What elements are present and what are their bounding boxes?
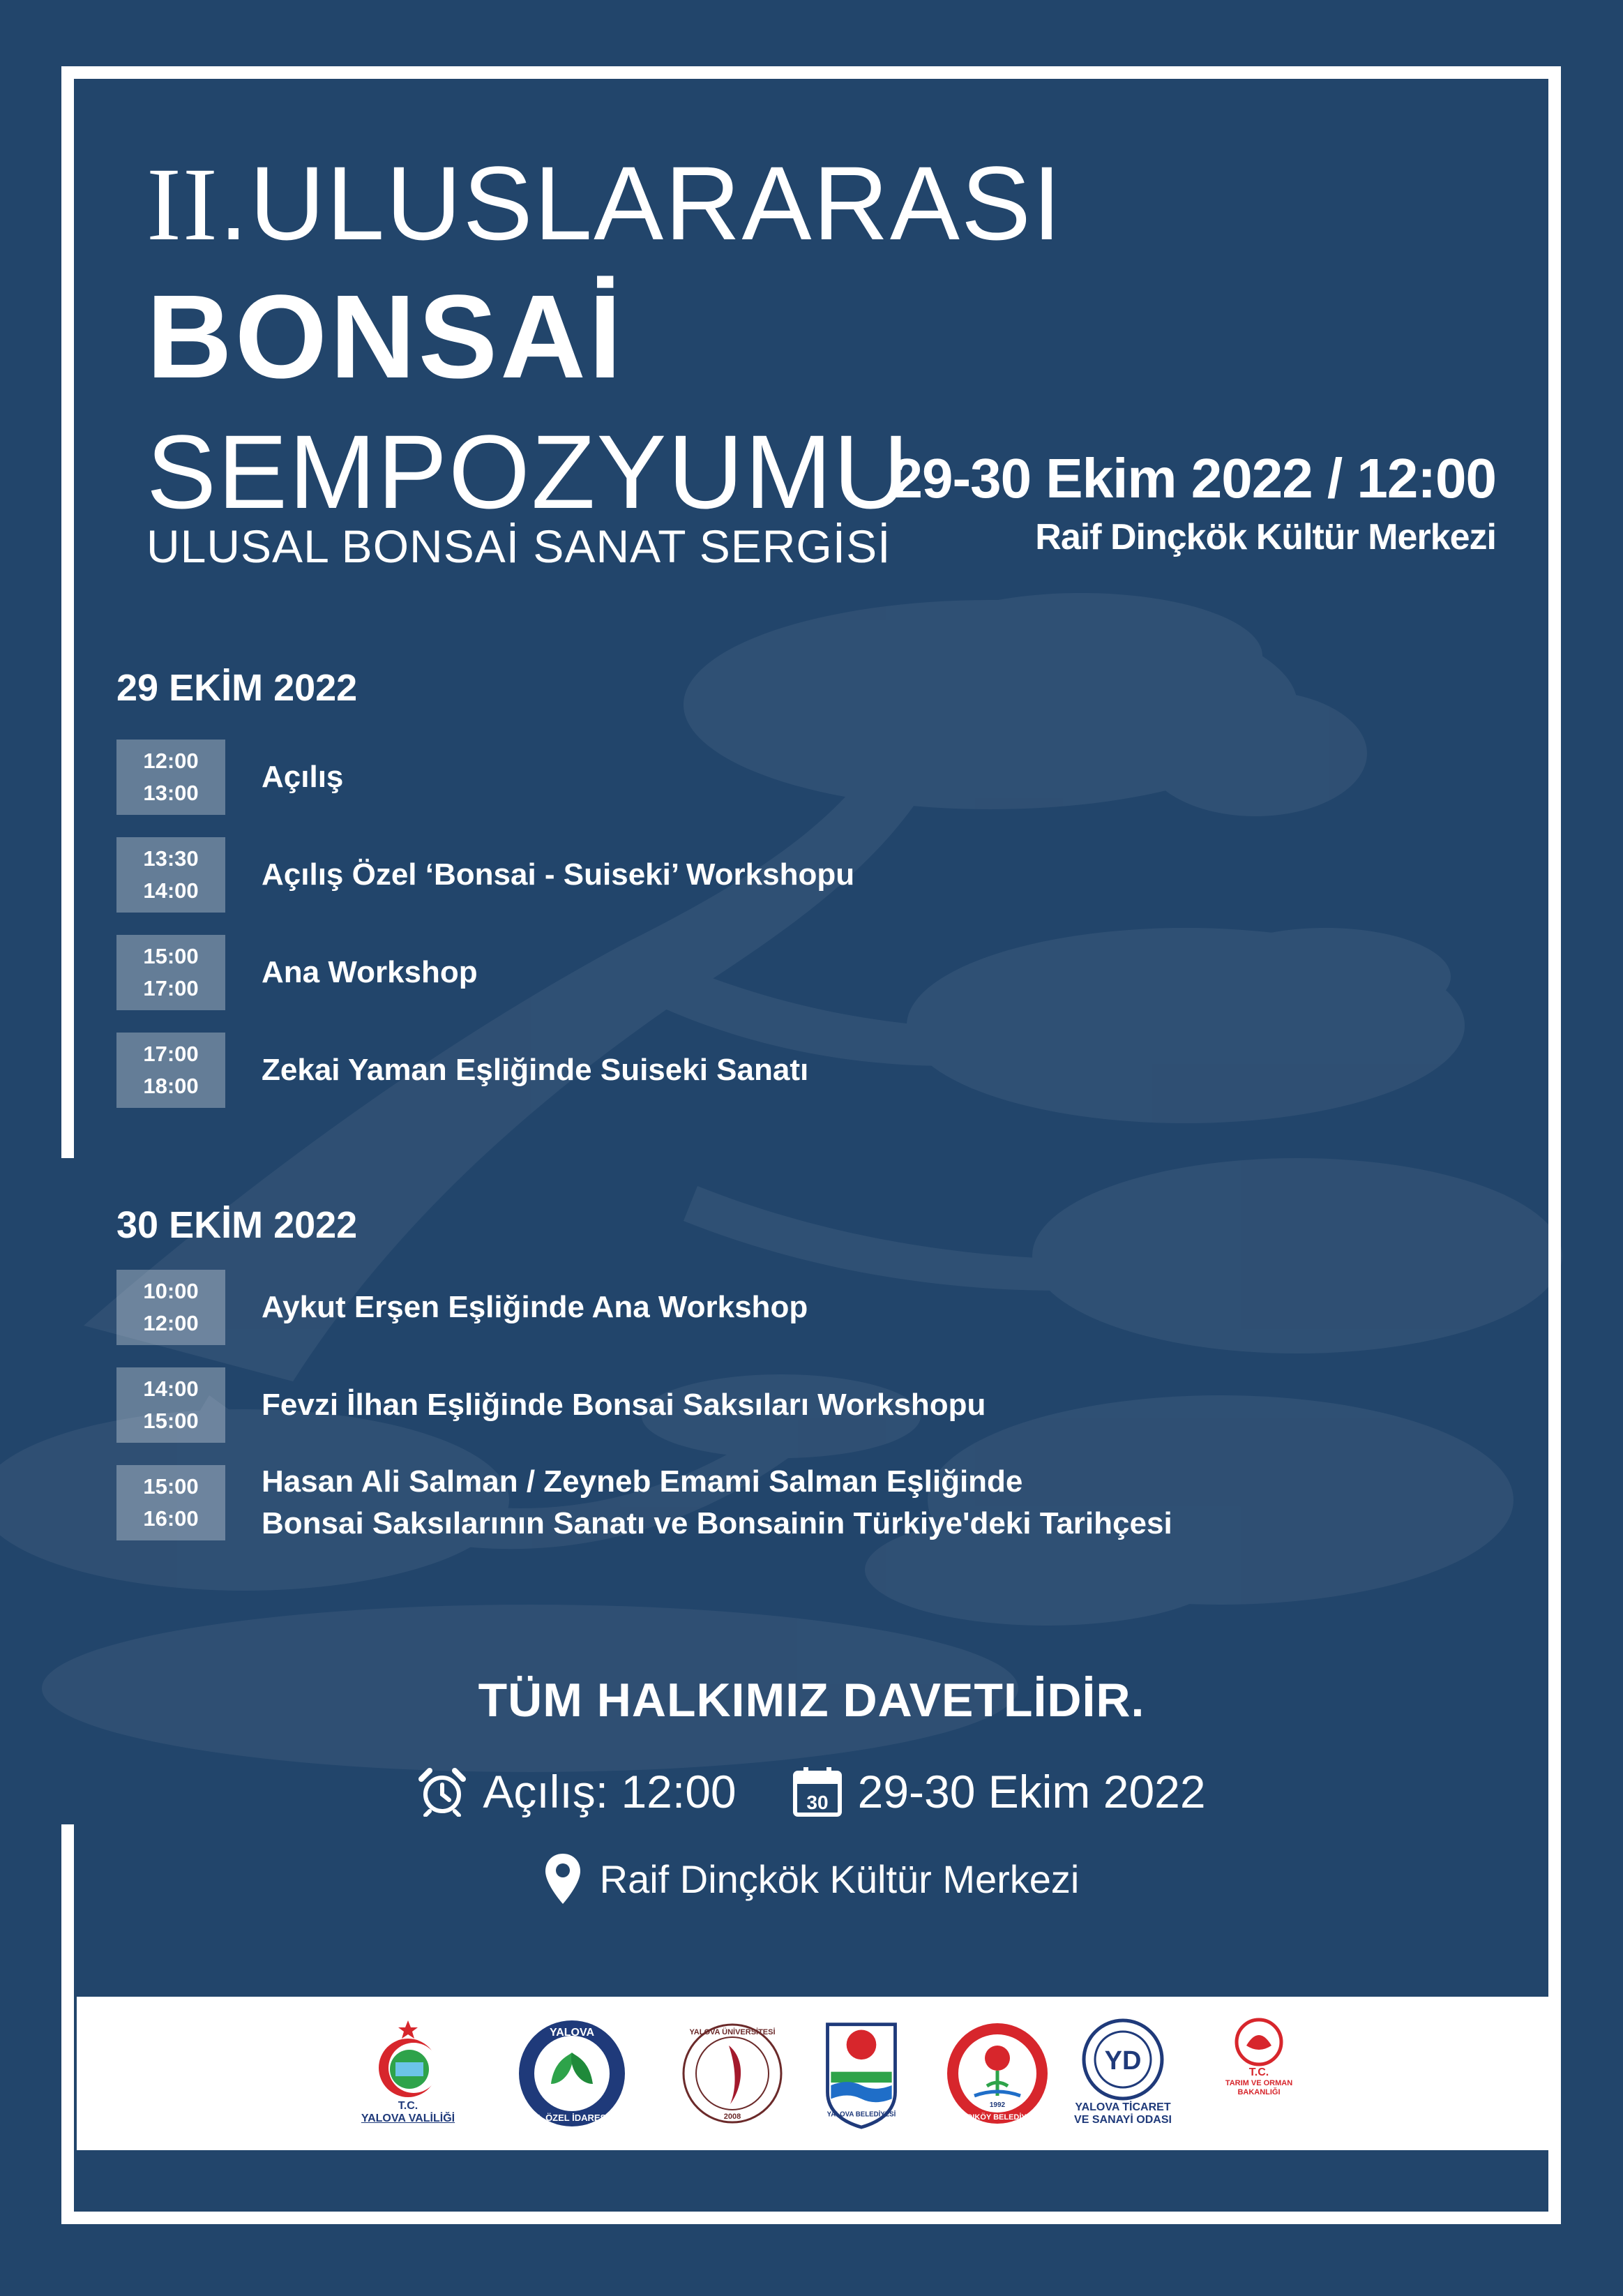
ministry-name: TARIM VE ORMAN BAKANLIĞI bbox=[1225, 2079, 1293, 2096]
frame-left-upper bbox=[61, 66, 74, 1158]
venue-text: Raif Dinçkök Kültür Merkezi bbox=[599, 1856, 1080, 1901]
schedule-item bbox=[116, 1465, 1232, 1540]
end-time: 13:00 bbox=[143, 781, 199, 805]
end-time: 15:00 bbox=[143, 1409, 199, 1433]
invitation-heading: TÜM HALKIMIZ DAVETLİDİR. bbox=[478, 1674, 1145, 1727]
time-box bbox=[116, 935, 225, 1010]
opening-time-text: Açılış: 12:00 bbox=[483, 1766, 737, 1817]
title-line-bonsai: BONSAİ bbox=[146, 271, 625, 403]
session-title: Zekai Yaman Eşliğinde Suiseki Sanatı bbox=[262, 1053, 809, 1087]
tso-mark-text: YD bbox=[1104, 2046, 1142, 2076]
logo-yalova-tso bbox=[1064, 2018, 1182, 2129]
ozel-idare-top-text: YALOVA bbox=[549, 2027, 595, 2039]
il-ozel-idaresi-seal-icon bbox=[516, 2018, 628, 2129]
logo-kadikoy-belediyesi bbox=[942, 2018, 1053, 2129]
session-title bbox=[262, 1465, 1172, 1540]
ozel-idare-bottom-text: İL ÖZEL İDARESİ bbox=[535, 2113, 609, 2123]
logo-tarim-bakanligi bbox=[1207, 2018, 1311, 2129]
alarm-clock-icon bbox=[417, 1766, 467, 1817]
day-heading-30-ekim: 30 EKİM 2022 bbox=[116, 1204, 358, 1246]
kadikoy-name-text: KADIKÖY BELEDİYESİ bbox=[956, 2113, 1039, 2122]
schedule-day-1 bbox=[116, 740, 1232, 1130]
title-line-sempozyumu: SEMPOZYUMU bbox=[146, 413, 911, 530]
day-heading-29-ekim: 29 EKİM 2022 bbox=[116, 667, 358, 709]
start-time: 13:30 bbox=[143, 846, 199, 871]
opening-date-row bbox=[0, 1765, 1623, 1818]
universite-name-text: YALOVA ÜNİVERSİTESİ bbox=[689, 2028, 776, 2036]
schedule-item bbox=[116, 740, 1232, 815]
schedule-item bbox=[116, 935, 1232, 1010]
title-line-uluslararasi bbox=[146, 143, 1063, 264]
location-pin-icon bbox=[544, 1852, 582, 1905]
calendar-day-number: 30 bbox=[806, 1792, 829, 1813]
tso-name-line-1: YALOVA TİCARET bbox=[1075, 2101, 1171, 2113]
session-title: Açılış bbox=[262, 760, 344, 794]
start-time: 10:00 bbox=[143, 1279, 199, 1303]
ministry-tc: T.C. bbox=[1248, 2066, 1269, 2078]
end-time: 14:00 bbox=[143, 878, 199, 903]
time-box bbox=[116, 1367, 225, 1443]
session-title: Açılış Özel ‘Bonsai - Suiseki’ Workshopu bbox=[262, 857, 855, 892]
session-title: Fevzi İlhan Eşliğinde Bonsai Saksıları Workshopu bbox=[262, 1388, 986, 1422]
time-box bbox=[116, 1270, 225, 1345]
yalova-universitesi-seal-icon bbox=[680, 2018, 785, 2129]
valilik-name: YALOVA VALİLİĞİ bbox=[361, 2113, 455, 2124]
frame-top bbox=[61, 66, 1561, 79]
start-time: 14:00 bbox=[143, 1376, 199, 1401]
end-time: 12:00 bbox=[143, 1311, 199, 1335]
end-time: 17:00 bbox=[143, 976, 199, 1000]
schedule-item bbox=[116, 1033, 1232, 1108]
logo-il-ozel-idaresi bbox=[509, 2018, 635, 2129]
session-title-line-2: Bonsai Saksılarının Sanatı ve Bonsainin Türkiye'deki Tarihçesi bbox=[262, 1506, 1172, 1540]
event-dates-text: 29-30 Ekim 2022 bbox=[857, 1766, 1206, 1817]
sponsor-logo-strip bbox=[77, 1997, 1548, 2150]
venue-row bbox=[0, 1852, 1623, 1905]
kadikoy-belediyesi-seal-icon bbox=[945, 2018, 1050, 2129]
yalova-belediyesi-emblem-icon bbox=[816, 2018, 907, 2129]
logo-yalova-valiligi bbox=[356, 2018, 460, 2129]
start-time: 12:00 bbox=[143, 749, 199, 773]
time-box bbox=[116, 837, 225, 913]
event-date-time: 29-30 Ekim 2022 / 12:00 bbox=[891, 447, 1496, 509]
start-time: 15:00 bbox=[143, 1474, 199, 1499]
session-title: Ana Workshop bbox=[262, 955, 478, 989]
title-roman-numeral: II bbox=[146, 147, 219, 262]
yalova-valiligi-emblem-icon bbox=[366, 2018, 450, 2100]
schedule-item bbox=[116, 1270, 1232, 1345]
kadikoy-year-text: 1992 bbox=[989, 2101, 1006, 2109]
universite-year-text: 2008 bbox=[723, 2113, 741, 2121]
start-time: 17:00 bbox=[143, 1042, 199, 1066]
calendar-icon bbox=[792, 1766, 843, 1817]
schedule-day-2 bbox=[116, 1270, 1232, 1563]
yalova-tso-seal-icon bbox=[1081, 2018, 1165, 2101]
belediye-name-text: YALOVA BELEDİYESİ bbox=[826, 2110, 896, 2119]
schedule-item bbox=[116, 1367, 1232, 1443]
time-box bbox=[116, 1033, 225, 1108]
time-box bbox=[116, 740, 225, 815]
time-box bbox=[116, 1465, 225, 1540]
valilik-tc: T.C. bbox=[398, 2100, 418, 2112]
start-time: 15:00 bbox=[143, 944, 199, 968]
logo-yalova-belediyesi bbox=[809, 2018, 914, 2129]
session-title-line-1: Hasan Ali Salman / Zeyneb Emami Salman Eşliğinde bbox=[262, 1464, 1023, 1499]
session-title: Aykut Erşen Eşliğinde Ana Workshop bbox=[262, 1290, 808, 1324]
opening-time bbox=[417, 1765, 736, 1818]
frame-bottom bbox=[61, 2212, 1561, 2224]
title-uluslararasi-text: .ULUSLARARASI bbox=[218, 144, 1063, 262]
end-time: 16:00 bbox=[143, 1506, 199, 1531]
subtitle-ulusal-sergi: ULUSAL BONSAİ SANAT SERGİSİ bbox=[146, 520, 891, 572]
end-time: 18:00 bbox=[143, 1074, 199, 1098]
event-dates bbox=[792, 1765, 1206, 1818]
event-venue: Raif Dinçkök Kültür Merkezi bbox=[1035, 517, 1496, 557]
tso-name-line-2: VE SANAYİ ODASI bbox=[1074, 2114, 1172, 2126]
schedule-item bbox=[116, 837, 1232, 913]
ministry-emblem-icon bbox=[1231, 2018, 1287, 2066]
logo-yalova-universitesi bbox=[677, 2018, 788, 2129]
